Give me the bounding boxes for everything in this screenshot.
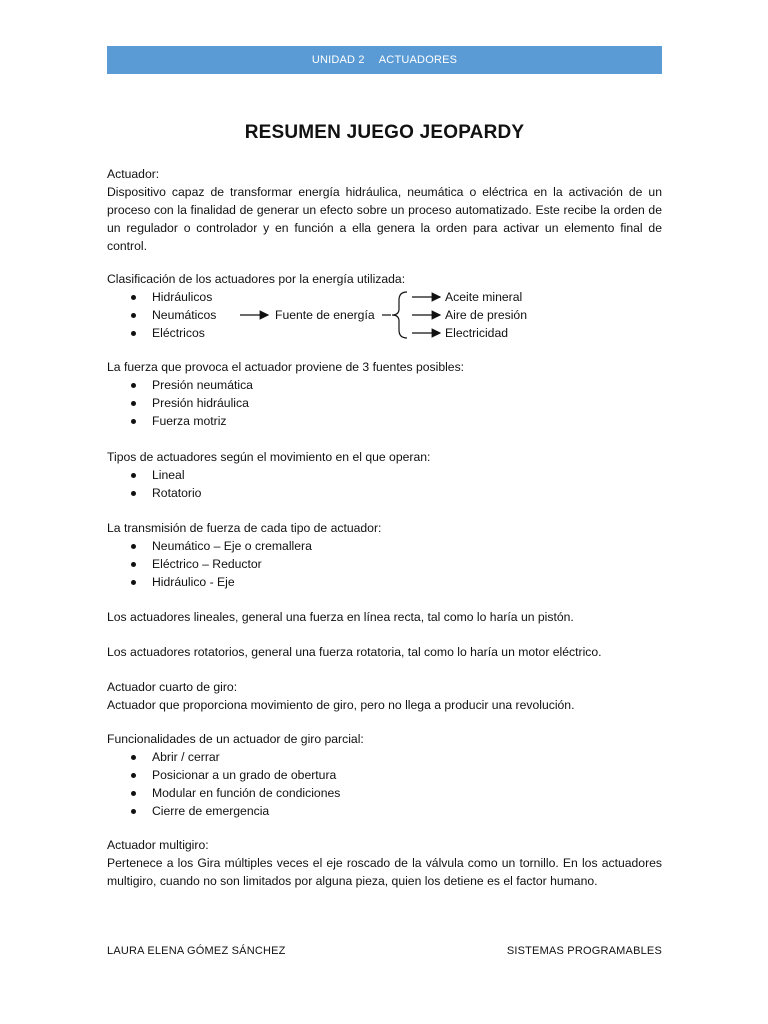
rotatorios-text: Los actuadores rotatorios, general una fuerza rotatoria, tal como lo haría un motor eléctrico. (107, 645, 602, 659)
clasificacion-heading: Clasificación de los actuadores por la energía utilizada: (107, 272, 406, 286)
multigiro-text: Pertenece a los Gira múltiples veces el eje roscado de la válvula como un tornillo. En los actuadores multigiro, cuando no son limitados por alguna pieza, quien los detiene es el factor humano. (107, 856, 662, 888)
footer-course: SISTEMAS PROGRAMABLES (506, 945, 662, 957)
output-item: Aire de presión (445, 308, 527, 322)
fuente-energia-label: Fuente de energía (275, 308, 375, 322)
funcionalidades-list (107, 748, 662, 820)
output-item: Electricidad (445, 326, 508, 340)
multigiro-section (107, 836, 662, 890)
list-item: Cierre de emergencia (107, 802, 662, 820)
cuarto-giro-heading: Actuador cuarto de giro: (107, 680, 238, 694)
list-item: Presión hidráulica (107, 394, 662, 412)
page-header (107, 46, 662, 74)
energia-outputs (445, 288, 527, 342)
fuerza-section (107, 358, 662, 430)
transmision-section (107, 519, 662, 591)
tipos-heading: Tipos de actuadores según el movimiento en el que operan: (107, 450, 431, 464)
actuador-section (107, 165, 662, 255)
list-item: Hidráulico - Eje (107, 573, 662, 591)
list-item: Fuerza motriz (107, 412, 662, 430)
cuarto-giro-text: Actuador que proporciona movimiento de giro, pero no llega a producir una revolución. (107, 698, 575, 712)
transmision-list (107, 537, 662, 591)
list-item: Hidráulicos (107, 288, 257, 306)
list-item: Eléctrico – Reductor (107, 555, 662, 573)
actuador-heading: Actuador: (107, 167, 160, 181)
actuador-text: Dispositivo capaz de transformar energía hidráulica, neumática o eléctrica en la activación de un proceso con la finalidad de generar un efecto sobre un proceso automatizado. Este recibe la orden de un regulador o controlador y en función a ella genera la orden para activar un elemento final de control. (107, 185, 662, 253)
funcionalidades-section (107, 730, 662, 820)
list-item: Neumático – Eje o cremallera (107, 537, 662, 555)
output-item: Aceite mineral (445, 290, 523, 304)
list-item: Eléctricos (107, 324, 257, 342)
funcionalidades-heading: Funcionalidades de un actuador de giro parcial: (107, 732, 364, 746)
clasificacion-arrows (107, 288, 662, 344)
fuerza-list (107, 376, 662, 430)
lineales-text: Los actuadores lineales, general una fuerza en línea recta, tal como lo haría un pistón. (107, 610, 574, 624)
page-footer (107, 945, 662, 957)
list-item: Presión neumática (107, 376, 662, 394)
list-item: Rotatorio (107, 484, 662, 502)
tipos-section (107, 448, 662, 502)
transmision-heading: La transmisión de fuerza de cada tipo de actuador: (107, 521, 382, 535)
list-item: Abrir / cerrar (107, 748, 662, 766)
list-item: Neumáticos (107, 306, 257, 324)
clasificacion-diagram (107, 288, 662, 344)
multigiro-heading: Actuador multigiro: (107, 838, 209, 852)
brace (392, 292, 407, 338)
footer-author: LAURA ELENA GÓMEZ SÁNCHEZ (107, 945, 286, 957)
list-item: Posicionar a un grado de obertura (107, 766, 662, 784)
header-unit: UNIDAD 2 (311, 54, 365, 66)
list-item: Modular en función de condiciones (107, 784, 662, 802)
header-topic: ACTUADORES (378, 54, 458, 66)
tipos-list (107, 466, 662, 502)
fuerza-heading: La fuerza que provoca el actuador proviene de 3 fuentes posibles: (107, 360, 465, 374)
list-item: Lineal (107, 466, 662, 484)
cuarto-giro-section (107, 678, 662, 714)
page-title: RESUMEN JUEGO JEOPARDY (244, 122, 525, 143)
